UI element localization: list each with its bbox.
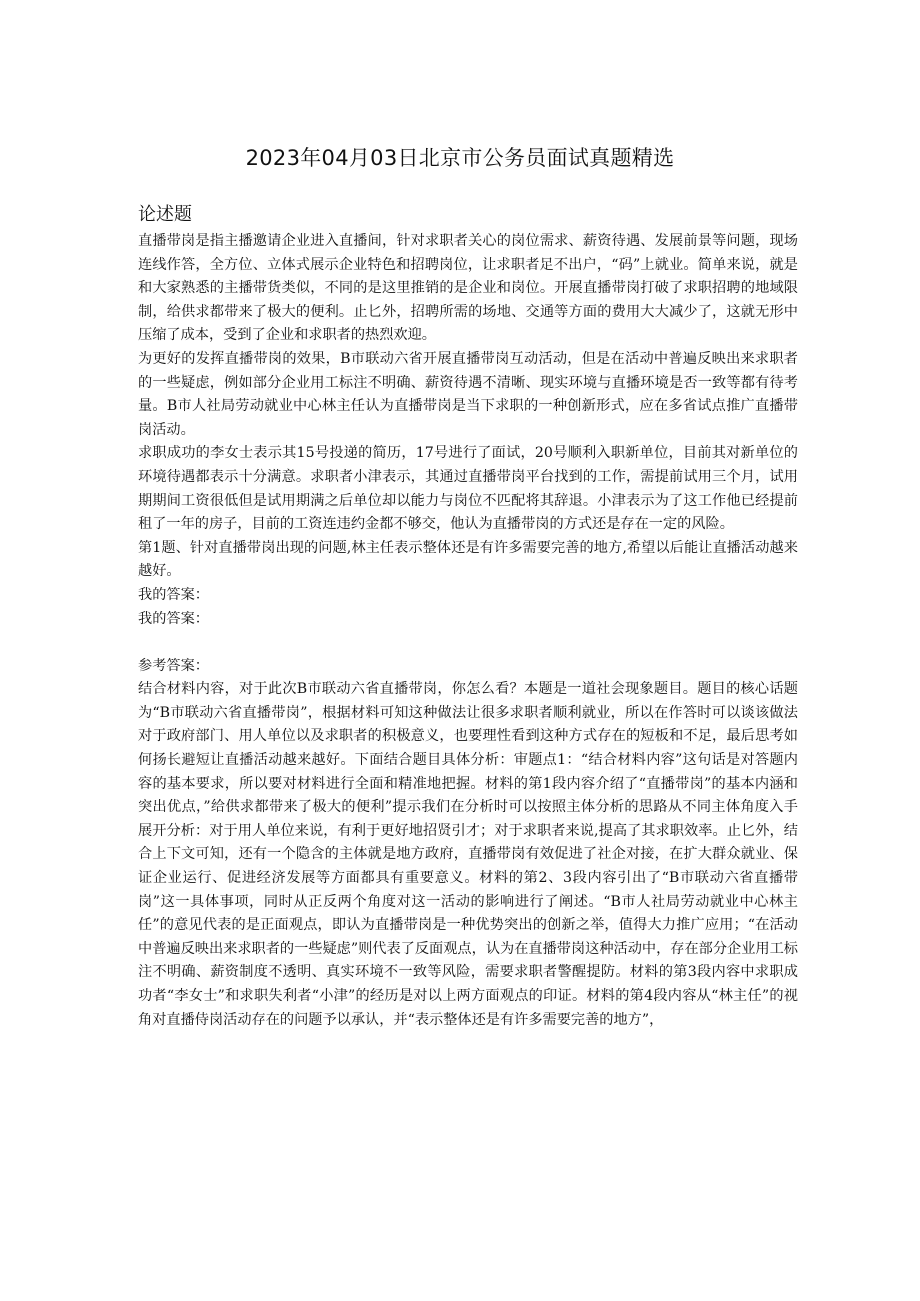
my-answer-label-1: 我的答案： <box>138 586 209 603</box>
material-paragraph-1: 直播带岗是指主播邀请企业进入直播间，针对求职者关心的岗位需求、薪资待遇、发展前景等问题，现场连线作答，全方位、立体式展示企业特色和招聘岗位，让求职者足不出户，“码”上就业。简单来说，就是和大家熟悉的主播带货类似，不同的是这里推销的是企业和岗位。开展直播带岗打破了求职招聘的地域限制，给供求都带来了极大的便利。止匕外，招聘所需的场地、交通等方面的费用大大减少了，这就无形中压缩了成本，受到了企业和求职者的热烈欢迎。 <box>138 233 798 344</box>
material-paragraph-3: 求职成功的李女士表示其15号投递的简历，17号进行了面试，20号顺利入职新单位，目前其对新单位的环境待遇都表示十分满意。求职者小津表示，其通过直播带岗平台找到的工作，需提前试用三个月，试用期期间工资很低但是试用期满之后单位却以能力与岗位不匹配将其辞退。小津表示为了这工作他已经提前租了一年的房子，目前的工资连违约金都不够交，他认为直播带岗的方式还是存在一定的风险。 <box>138 445 798 533</box>
section-heading: 论述题 <box>138 204 192 225</box>
document-body <box>138 202 798 1032</box>
my-answer-label-2: 我的答案： <box>138 610 209 627</box>
page-title: 2023年04月03日北京市公务员面试真题精选 <box>245 146 675 170</box>
reference-answer-label: 参考答案： <box>138 657 209 674</box>
reference-answer-text: 结合材料内容，对于此次B市联动六省直播带岗，你怎么看？本题是一道社会现象题目。题目的核心话题为“B市联动六省直播带岗”，根据材料可知这种做法让很多求职者顺利就业，所以在作答时可以谈该做法对于政府部门、用人单位以及求职者的积极意义，也要理性看到这种方式存在的短板和不足，最后思考如何扬长避短让直播活动越来越好。下面结合题目具体分析：审题点1：“结合材料内容”这句话是对答题内容的基本要求，所以要对材料进行全面和精准地把握。材料的第1段内容介绍了“直播带岗”的基本内涵和突出优点，”给供求都带来了极大的便利”提示我们在分析时可以按照主体分析的思路从不同主体角度入手展开分析：对于用人单位来说，有利于更好地招贤引才；对于求职者来说,提高了其求职效率。止匕外，结合上下文可知，还有一个隐含的主体就是地方政府，直播带岗有效促进了社企对接，在扩大群众就业、保证企业运行、促进经济发展等方面都具有重要意义。材料的第2、3段内容引出了“B市联动六省直播带岗”这一具体事项，同时从正反两个角度对这一活动的影响进行了阐述。“B市人社局劳动就业中心林主任”的意见代表的是正面观点，即认为直播带岗是一种优势突出的创新之举，值得大力推广应用；“在活动中普遍反映出来求职者的一些疑虑”则代表了反面观点，认为在直播带岗这种活动中，存在部分企业用工标注不明确、薪资制度不透明、真实环境不一致等风险，需要求职者警醒提防。材料的第3段内容中求职成功者“李女士”和求职失利者“小津”的经历是对以上两方面观点的印证。材料的第4段内容从“林主任”的视角对直播侍岗活动存在的问题予以承认，并“表示整体还是有许多需要完善的地方”， <box>138 681 798 1028</box>
material-paragraph-2: 为更好的发挥直播带岗的效果，B市联动六省开展直播带岗互动活动，但是在活动中普遍反映出来求职者的一些疑虑，例如部分企业用工标注不明确、薪资待遇不清晰、现实环境与直播环境是否一致等都有待考量。B市人社局劳动就业中心林主任认为直播带岗是当下求职的一种创新形式，应在多省试点推广直播带岗活动。 <box>138 350 798 438</box>
spacer <box>138 631 798 655</box>
question-text: 第1题、针对直播带岗出现的问题,林主任表示整体还是有许多需要完善的地方,希望以后能让直播活动越来越好。 <box>138 539 798 580</box>
